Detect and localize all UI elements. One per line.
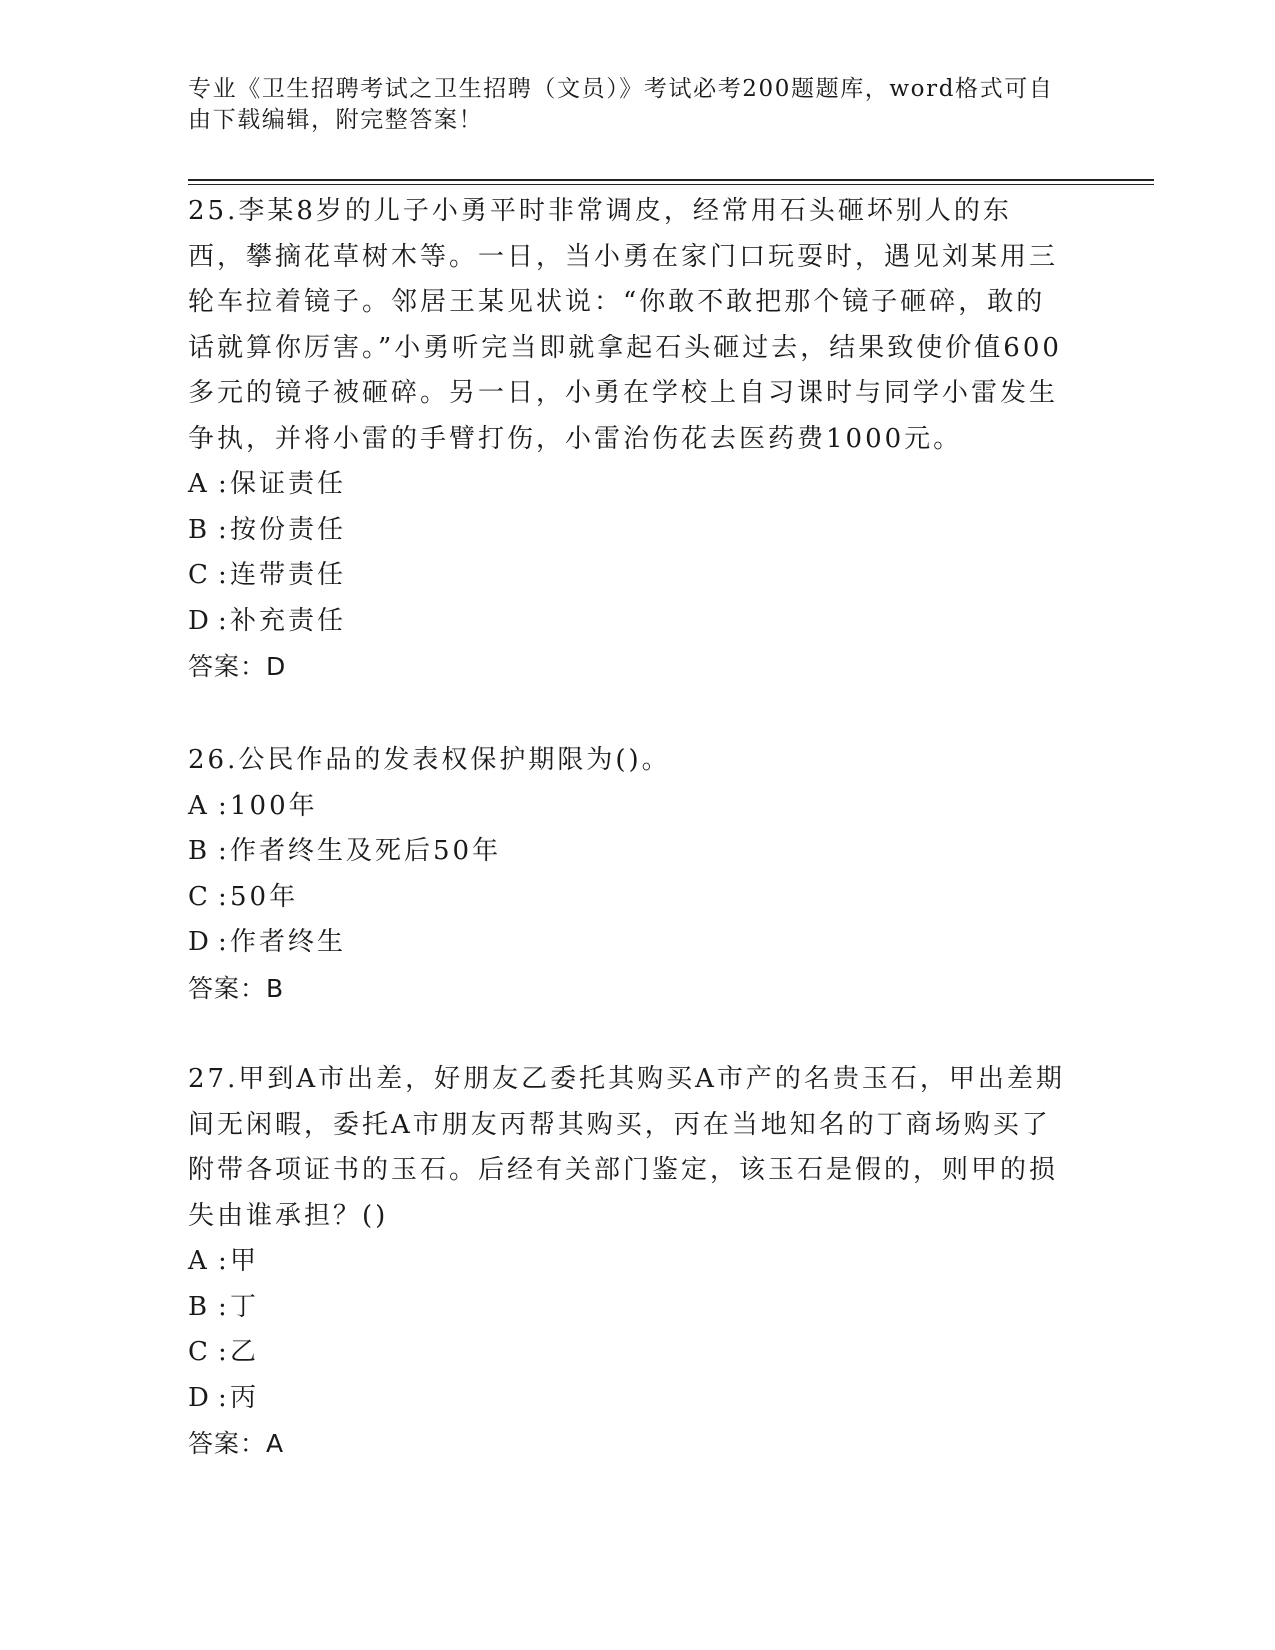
option-separator: : [218, 836, 230, 866]
option-text: 丙 [230, 1382, 260, 1413]
option-c [188, 875, 1068, 921]
option-text: 甲 [230, 1246, 260, 1276]
option-d [188, 920, 1068, 966]
option-text: 作者终生 [230, 927, 347, 957]
option-letter: A [188, 469, 207, 499]
option-separator: : [218, 1291, 230, 1322]
question-27 [188, 1057, 1068, 1467]
option-letter: A [188, 1246, 207, 1276]
document-header [188, 74, 1068, 136]
option-separator: : [218, 469, 230, 499]
option-letter: B [188, 514, 208, 545]
option-separator: : [218, 1246, 230, 1276]
option-separator: : [218, 560, 230, 590]
answer-line: 答案：B [188, 973, 285, 1003]
option-d [188, 1376, 1068, 1422]
option-separator: : [218, 927, 230, 957]
question-stem: 27.甲到A市出差，好朋友乙委托其购买A市产的名贵玉石，甲出差期间无闲暇，委托A市朋友丙帮其购买，丙在当地知名的丁商场购买了附带各项证书的玉石。后经有关部门鉴定，该玉石是假的，则甲的损失由谁承担？() [188, 1064, 1065, 1231]
option-letter: D [188, 927, 209, 957]
option-d [188, 599, 1068, 645]
option-separator: : [218, 514, 230, 545]
option-separator: : [218, 605, 230, 636]
option-b [188, 1285, 1068, 1331]
option-c [188, 553, 1068, 599]
option-text: 丁 [230, 1291, 260, 1322]
option-a [188, 462, 1068, 508]
option-text: 连带责任 [230, 560, 347, 590]
question-25 [188, 189, 1068, 690]
option-letter: A [188, 790, 207, 821]
option-text: 保证责任 [230, 469, 347, 499]
option-letter: C [188, 881, 208, 912]
option-c [188, 1330, 1068, 1376]
option-a [188, 784, 1068, 830]
question-stem: 26.公民作品的发表权保护期限为()。 [188, 745, 671, 775]
option-letter: C [188, 1337, 208, 1367]
option-text: 作者终生及死后50年 [230, 836, 502, 866]
option-letter: D [188, 1382, 209, 1413]
question-26 [188, 738, 1068, 1011]
option-letter: C [188, 560, 208, 590]
header-rule-thin [188, 184, 1154, 185]
option-separator: : [218, 790, 230, 821]
question-stem: 25.李某8岁的儿子小勇平时非常调皮，经常用石头砸坏别人的东西，攀摘花草树木等。一日，当小勇在家门口玩耍时，遇见刘某用三轮车拉着镜子。邻居王某见状说：“你敢不敢把那个镜子砸碎，敢的话就算你厉害。”小勇听完当即就拿起石头砸过去，结果致使价值600多元的镜子被砸碎。另一日，小勇在学校上自习课时与同学小雷发生争执，并将小雷的手臂打伤，小雷治伤花去医药费1000元。 [188, 196, 1062, 454]
option-text: 补充责任 [230, 605, 347, 636]
option-separator: : [218, 881, 230, 912]
option-b [188, 829, 1068, 875]
option-separator: : [218, 1337, 230, 1367]
option-letter: D [188, 605, 209, 636]
option-text: 100年 [230, 790, 318, 821]
header-title: 专业《卫生招聘考试之卫生招聘（文员）》考试必考200题题库，word格式可自由下载编辑，附完整答案！ [188, 76, 1054, 133]
answer-line: 答案：A [188, 1429, 285, 1458]
option-b [188, 508, 1068, 554]
option-text: 按份责任 [230, 514, 347, 545]
option-letter: B [188, 1291, 208, 1322]
option-separator: : [218, 1382, 230, 1413]
option-a [188, 1239, 1068, 1285]
answer-line: 答案：D [188, 652, 287, 681]
option-letter: B [188, 836, 208, 866]
header-rule-thick [188, 179, 1154, 181]
option-text: 50年 [230, 881, 299, 912]
option-text: 乙 [230, 1337, 260, 1367]
